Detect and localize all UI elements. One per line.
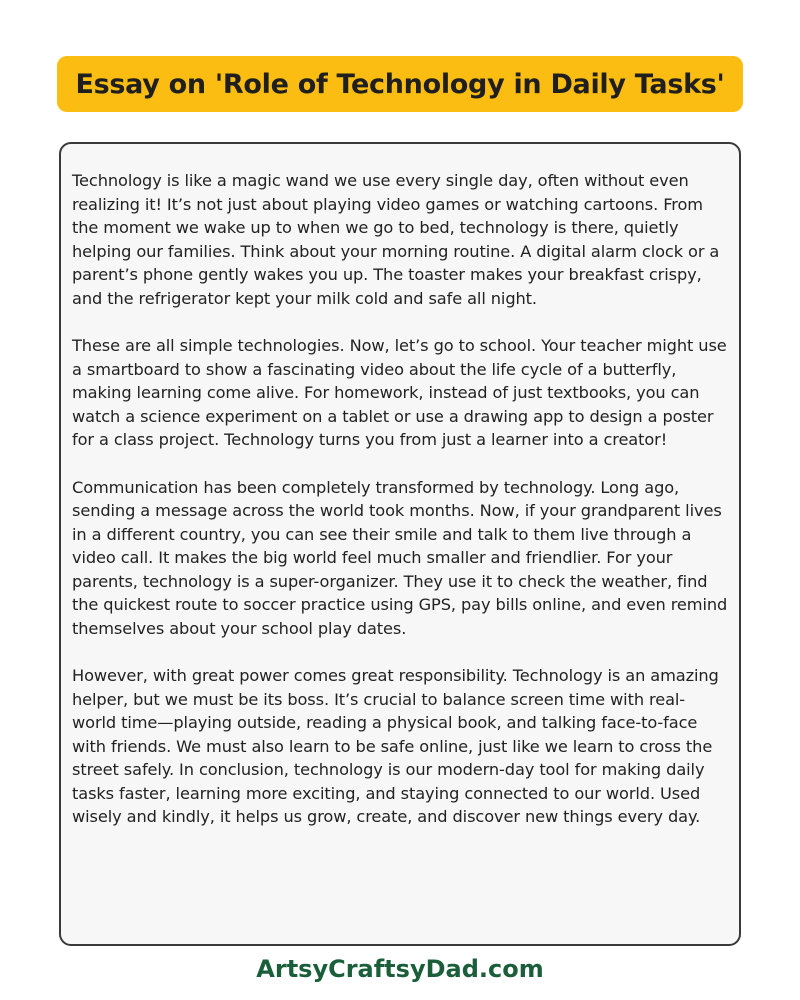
essay-paragraph-1: Technology is like a magic wand we use every single day, often without even realizing it! It’s not just about playing video games or watching cartoons. From the moment we wake up to when we go to bed, technology is there, quietly helping our families. Think about your morning routine. A digital alarm clock or a parent’s phone gently wakes you up. The toaster makes your breakfast crispy, and the refrigerator kept your milk cold and safe all night. <box>72 171 720 308</box>
essay-paragraph-3: Communication has been completely transformed by technology. Long ago, sending a message across the world took months. Now, if your grandparent lives in a different country, you can see their smile and talk to them live through a video call. It makes the big world feel much smaller and friendlier. For your parents, technology is a super-organizer. They use it to check the weather, find the quickest route to soccer practice using GPS, pay bills online, and even remind themselves about your school play dates. <box>72 477 728 638</box>
essay-paragraph-2: These are all simple technologies. Now, let’s go to school. Your teacher might use a smartboard to show a fascinating video about the life cycle of a butterfly, making learning come alive. For homework, instead of just textbooks, you can watch a science experiment on a tablet or use a drawing app to design a poster for a class project. Technology turns you from just a learner into a creator! <box>72 336 727 449</box>
title-banner <box>57 56 743 112</box>
page-title: Essay on 'Role of Technology in Daily Tasks' <box>75 68 725 100</box>
essay-paragraph-4: However, with great power comes great responsibility. Technology is an amazing helper, but we must be its boss. It’s crucial to balance screen time with real-world time—playing outside, reading a physical book, and talking face-to-face with friends. We must also learn to be safe online, just like we learn to cross the street safely. In conclusion, technology is our modern-day tool for making daily tasks faster, learning more exciting, and staying connected to our world. Used wisely and kindly, it helps us grow, create, and discover new things every day. <box>72 666 719 826</box>
footer-brand: ArtsyCraftsyDad.com <box>256 955 544 983</box>
essay-box <box>59 142 741 946</box>
